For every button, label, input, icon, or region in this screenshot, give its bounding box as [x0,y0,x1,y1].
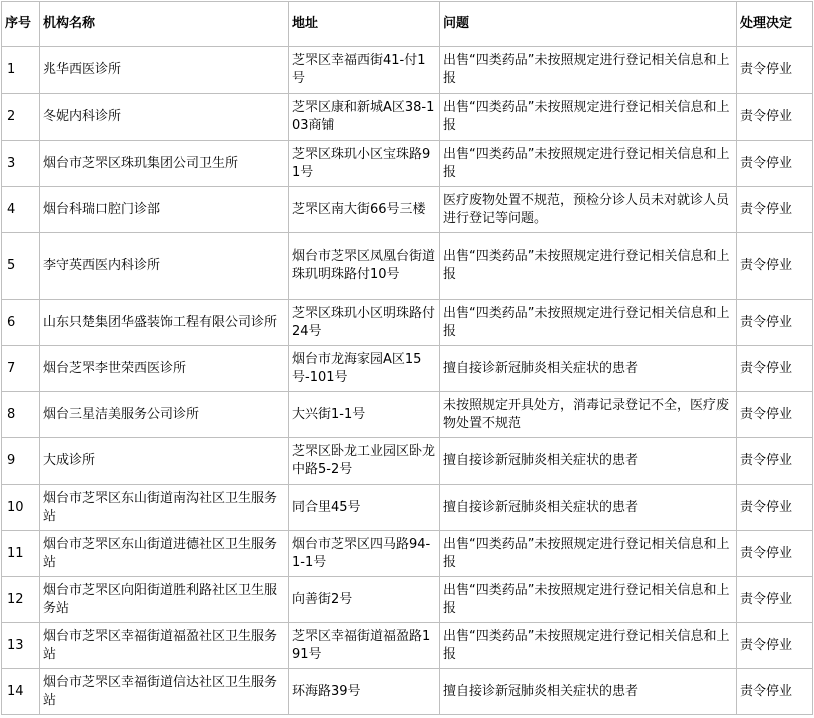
table-row [2,233,813,300]
cell-issue: 出售“四类药品”未按照规定进行登记相关信息和上报 [440,623,737,669]
cell-serial-number: 4 [2,187,40,233]
header-address: 地址 [289,2,440,47]
cell-decision: 责令停业 [737,577,813,623]
cell-issue: 擅自接诊新冠肺炎相关症状的患者 [440,485,737,531]
cell-issue: 擅自接诊新冠肺炎相关症状的患者 [440,669,737,715]
cell-decision: 责令停业 [737,669,813,715]
cell-address: 环海路39号 [289,669,440,715]
table-row [2,485,813,531]
cell-address: 烟台市芝罘区凤凰台街道珠玑明珠路付10号 [289,233,440,300]
table-row [2,669,813,715]
cell-serial-number: 6 [2,300,40,346]
cell-serial-number: 1 [2,47,40,94]
cell-institution-name: 烟台市芝罘区向阳街道胜利路社区卫生服务站 [40,577,289,623]
cell-decision: 责令停业 [737,346,813,392]
cell-serial-number: 5 [2,233,40,300]
cell-issue: 出售“四类药品”未按照规定进行登记相关信息和上报 [440,300,737,346]
cell-serial-number: 11 [2,531,40,577]
cell-decision: 责令停业 [737,438,813,485]
table-row [2,392,813,438]
cell-address: 芝罘区幸福街道福盈路191号 [289,623,440,669]
cell-institution-name: 山东只楚集团华盛装饰工程有限公司诊所 [40,300,289,346]
cell-institution-name: 烟台科瑞口腔门诊部 [40,187,289,233]
cell-issue: 出售“四类药品”未按照规定进行登记相关信息和上报 [440,47,737,94]
cell-institution-name: 烟台市芝罘区东山街道进德社区卫生服务站 [40,531,289,577]
cell-address: 芝罘区珠玑小区明珠路付24号 [289,300,440,346]
table-row [2,623,813,669]
cell-serial-number: 12 [2,577,40,623]
cell-address: 大兴街1-1号 [289,392,440,438]
cell-decision: 责令停业 [737,392,813,438]
cell-address: 芝罘区卧龙工业园区卧龙中路5-2号 [289,438,440,485]
header-serial-number: 序号 [2,2,40,47]
cell-institution-name: 兆华西医诊所 [40,47,289,94]
header-institution-name: 机构名称 [40,2,289,47]
cell-issue: 擅自接诊新冠肺炎相关症状的患者 [440,346,737,392]
cell-issue: 擅自接诊新冠肺炎相关症状的患者 [440,438,737,485]
table-header-row [2,2,813,47]
cell-address: 烟台市芝罘区四马路94-1-1号 [289,531,440,577]
cell-serial-number: 13 [2,623,40,669]
penalty-table [1,1,813,715]
cell-address: 烟台市龙海家园A区15号-101号 [289,346,440,392]
cell-issue: 出售“四类药品”未按照规定进行登记相关信息和上报 [440,94,737,141]
cell-issue: 出售“四类药品”未按照规定进行登记相关信息和上报 [440,577,737,623]
cell-decision: 责令停业 [737,187,813,233]
cell-address: 同合里45号 [289,485,440,531]
cell-address: 芝罘区珠玑小区宝珠路91号 [289,141,440,187]
cell-issue: 出售“四类药品”未按照规定进行登记相关信息和上报 [440,531,737,577]
table-row [2,300,813,346]
cell-institution-name: 李守英西医内科诊所 [40,233,289,300]
cell-decision: 责令停业 [737,531,813,577]
cell-issue: 未按照规定开具处方，消毒记录登记不全，医疗废物处置不规范 [440,392,737,438]
cell-serial-number: 3 [2,141,40,187]
header-issue: 问题 [440,2,737,47]
header-decision: 处理决定 [737,2,813,47]
cell-decision: 责令停业 [737,233,813,300]
cell-serial-number: 14 [2,669,40,715]
cell-decision: 责令停业 [737,141,813,187]
table-row [2,187,813,233]
cell-institution-name: 烟台市芝罘区幸福街道信达社区卫生服务站 [40,669,289,715]
cell-institution-name: 烟台芝罘李世荣西医诊所 [40,346,289,392]
cell-address: 芝罘区南大街66号三楼 [289,187,440,233]
cell-decision: 责令停业 [737,300,813,346]
cell-institution-name: 烟台市芝罘区幸福街道福盈社区卫生服务站 [40,623,289,669]
table-row [2,94,813,141]
cell-institution-name: 冬妮内科诊所 [40,94,289,141]
cell-institution-name: 烟台三星洁美服务公司诊所 [40,392,289,438]
cell-institution-name: 烟台市芝罘区珠玑集团公司卫生所 [40,141,289,187]
cell-institution-name: 烟台市芝罘区东山街道南沟社区卫生服务站 [40,485,289,531]
cell-decision: 责令停业 [737,94,813,141]
cell-issue: 出售“四类药品”未按照规定进行登记相关信息和上报 [440,141,737,187]
cell-decision: 责令停业 [737,47,813,94]
cell-address: 芝罘区幸福西街41-付1号 [289,47,440,94]
cell-decision: 责令停业 [737,485,813,531]
cell-address: 芝罘区康和新城A区38-103商铺 [289,94,440,141]
cell-decision: 责令停业 [737,623,813,669]
cell-institution-name: 大成诊所 [40,438,289,485]
cell-address: 向善街2号 [289,577,440,623]
table-row [2,141,813,187]
cell-issue: 医疗废物处置不规范，预检分诊人员未对就诊人员进行登记等问题。 [440,187,737,233]
cell-serial-number: 2 [2,94,40,141]
cell-serial-number: 9 [2,438,40,485]
table-row [2,531,813,577]
table-row [2,577,813,623]
cell-serial-number: 8 [2,392,40,438]
cell-serial-number: 7 [2,346,40,392]
cell-issue: 出售“四类药品”未按照规定进行登记相关信息和上报 [440,233,737,300]
table-row [2,346,813,392]
table-row [2,47,813,94]
cell-serial-number: 10 [2,485,40,531]
table-row [2,438,813,485]
